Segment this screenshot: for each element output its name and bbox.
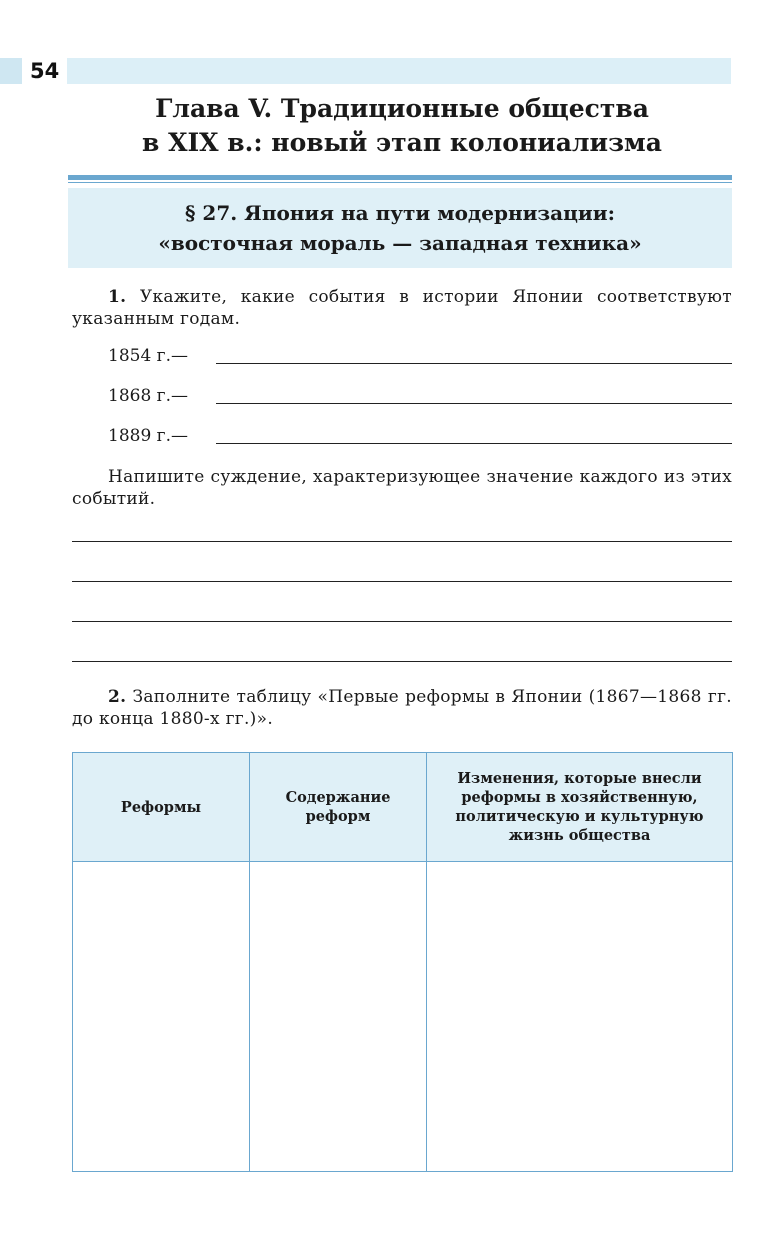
table-cell-content[interactable] bbox=[250, 862, 427, 1172]
year-row-1854 bbox=[108, 344, 732, 368]
answer-line[interactable] bbox=[72, 581, 732, 582]
answer-line[interactable] bbox=[216, 403, 732, 404]
task-1-text: Укажите, какие события в истории Японии соответствуют указанным годам. bbox=[72, 287, 732, 329]
answer-line[interactable] bbox=[72, 541, 732, 542]
task-1-followup-text: Напишите суждение, характеризующее значение каждого из этих событий. bbox=[72, 467, 732, 509]
table-cell-reforms[interactable] bbox=[73, 862, 250, 1172]
section-title bbox=[68, 198, 732, 258]
year-label: 1868 г.— bbox=[108, 386, 188, 406]
task-1-followup bbox=[72, 466, 732, 510]
chapter-title-line-2: в XIX в.: новый этап колониализма bbox=[142, 128, 662, 157]
page-header-strip bbox=[0, 58, 731, 84]
task-2-text: Заполните таблицу «Первые реформы в Японии (1867—1868 гг. до конца 1880-х гг.)». bbox=[72, 687, 732, 729]
header-content: Содержание реформ bbox=[250, 753, 427, 862]
task-2-prompt bbox=[72, 686, 732, 730]
reforms-table bbox=[72, 752, 733, 1172]
year-label: 1889 г.— bbox=[108, 426, 188, 446]
task-1-prompt bbox=[72, 286, 732, 330]
section-title-line-1: § 27. Япония на пути модернизации: bbox=[185, 201, 615, 225]
year-row-1868 bbox=[108, 384, 732, 408]
answer-line[interactable] bbox=[72, 661, 732, 662]
chapter-title bbox=[72, 92, 732, 160]
answer-line[interactable] bbox=[216, 363, 732, 364]
task-2-number: 2. bbox=[108, 687, 127, 707]
answer-line[interactable] bbox=[72, 621, 732, 622]
section-title-line-2: «восточная мораль — западная техника» bbox=[158, 231, 642, 255]
page-number: 54 bbox=[22, 58, 67, 84]
year-label: 1854 г.— bbox=[108, 346, 188, 366]
reforms-table-wrap bbox=[72, 752, 732, 1172]
chapter-divider bbox=[68, 175, 732, 180]
table-header-row bbox=[73, 753, 733, 862]
chapter-divider-thin bbox=[68, 182, 732, 183]
table-cell-changes[interactable] bbox=[427, 862, 733, 1172]
table-row bbox=[73, 862, 733, 1172]
header-changes: Изменения, которые внесли реформы в хозяйственную, политическую и культурную жизнь общества bbox=[427, 753, 733, 862]
year-row-1889 bbox=[108, 424, 732, 448]
answer-line[interactable] bbox=[216, 443, 732, 444]
chapter-title-line-1: Глава V. Традиционные общества bbox=[155, 94, 649, 123]
task-1-number: 1. bbox=[108, 287, 127, 307]
header-reforms: Реформы bbox=[73, 753, 250, 862]
